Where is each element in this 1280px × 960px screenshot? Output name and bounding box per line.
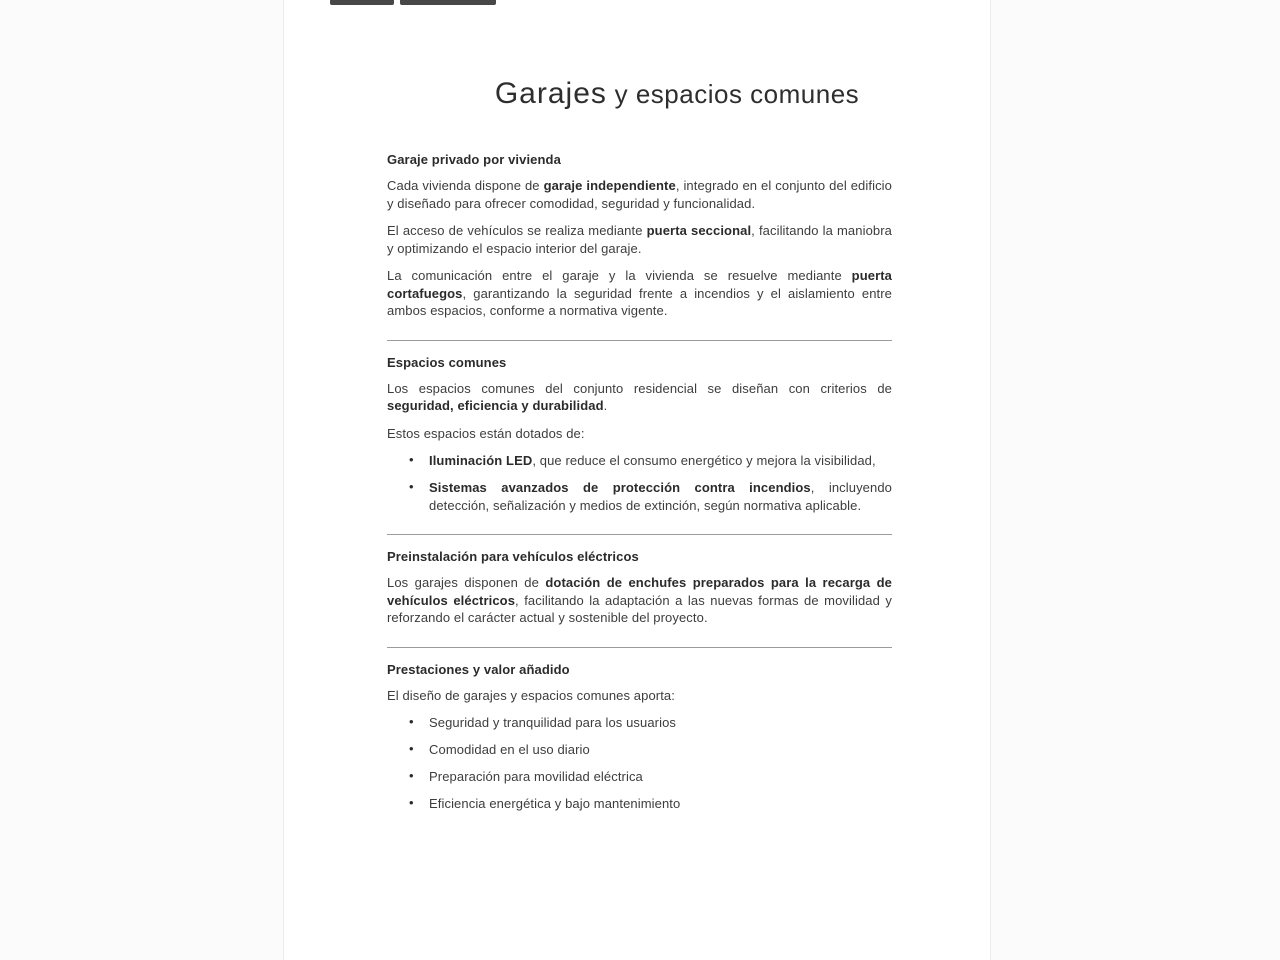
section-divider [387,647,892,648]
section-heading: Prestaciones y valor añadido [387,661,570,677]
bullet-icon: • [409,795,414,810]
list-item-text: Preparación para movilidad eléctrica [429,769,643,784]
paragraph: Los espacios comunes del conjunto residencial se diseñan con criterios de seguridad, eficiencia y durabilidad. [387,380,892,413]
section-divider [387,340,892,341]
bullet-icon: • [409,479,414,494]
page-title [324,74,1030,111]
section-heading: Garaje privado por vivienda [387,152,561,167]
section-prestaciones [387,661,892,813]
list-item-text: Seguridad y tranquilidad para los usuarios [429,715,677,730]
paragraph: Estos espacios están dotados de: [387,425,585,441]
cutoff-text-fragment [284,0,990,7]
paragraph: Cada vivienda dispone de garaje independiente, integrado en el conjunto del edificio y diseñado para ofrecer comodidad, seguridad y funcionalidad. [387,178,892,211]
list-item [387,452,892,470]
paragraph: El diseño de garajes y espacios comunes aporta: [387,687,675,703]
paragraph: Los garajes disponen de dotación de enchufes preparados para la recarga de vehículos eléctricos, facilitando la adaptación a las nuevas formas de movilidad y reforzando el carácter actual y sostenible del proyecto. [387,575,892,625]
section-garaje-privado [387,151,892,320]
bullet-icon: • [409,452,414,467]
document-content [284,151,990,813]
list-item [387,714,892,732]
bullet-icon: • [409,741,414,756]
bullet-list [387,452,892,514]
bullet-icon: • [409,768,414,783]
list-item [387,795,892,813]
list-item-text: Comodidad en el uso diario [429,742,590,757]
page-title-main: Garajes [494,77,607,110]
list-item-text: Sistemas avanzados de protección contra incendios, incluyendo detección, señalización y medios de extinción, según normativa aplicable. [429,480,892,513]
section-heading: Preinstalación para vehículos eléctricos [387,549,639,564]
page-title-rest: y espacios comunes [606,79,860,109]
list-item [387,479,892,514]
paragraph: La comunicación entre el garaje y la vivienda se resuelve mediante puerta cortafuegos, garantizando la seguridad frente a incendios y el aislamiento entre ambos espacios, conforme a normativa vigente. [387,268,892,318]
section-espacios-comunes [387,354,892,515]
bullet-icon: • [409,714,414,729]
bullet-list [387,714,892,813]
section-divider [387,534,892,535]
document-page [283,0,991,960]
paragraph: El acceso de vehículos se realiza mediante puerta seccional, facilitando la maniobra y optimizando el espacio interior del garaje. [387,223,892,256]
section-preinstalacion [387,548,892,627]
list-item [387,768,892,786]
cutoff-fragment-left [330,0,394,5]
section-heading: Espacios comunes [387,354,507,370]
list-item [387,741,892,759]
list-item-text: Eficiencia energética y bajo mantenimiento [429,796,681,811]
list-item-text: Iluminación LED, que reduce el consumo energético y mejora la visibilidad, [429,453,876,468]
cutoff-fragment-right [400,0,496,5]
